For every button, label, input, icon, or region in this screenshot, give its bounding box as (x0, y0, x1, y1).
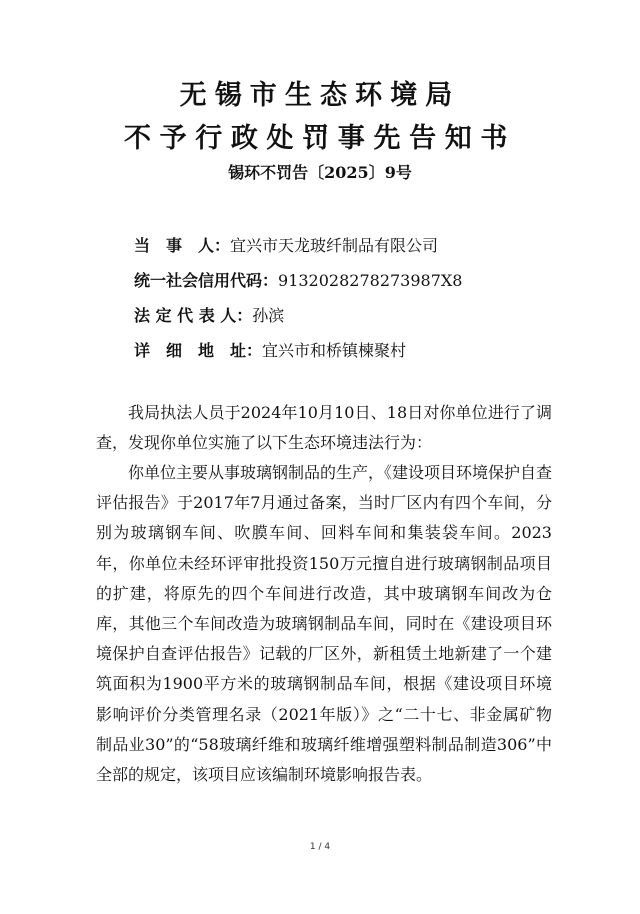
credit-code-label: 统一社会信用代码： (134, 271, 279, 290)
address-label: 详 细 地 址： (134, 341, 263, 360)
address-row (134, 338, 634, 361)
body-paragraph-2: 你单位主要从事玻璃钢制品的生产，《建设项目环境保护自查评估报告》于2017年7月通过备案，当时厂区内有四个车间，分别为玻璃钢车间、吹膜车间、回料车间和集装袋车间。2023年，你单位未经环评审批投资150万元擅自进行玻璃钢制品项目的扩建，将原先的四个车间进行改造，其中玻璃钢车间改为仓库，其他三个车间改造为玻璃钢制品车间，同时在《建设项目环境保护自查评估报告》记载的厂区外，新租赁土地新建了一个建筑面积为1900平方米的玻璃钢制品车间，根据《建设项目环境影响评价分类管理名录（2021年版）》之“二十七、非金属矿物制品业30”的“58玻璃纤维和玻璃纤维增强塑料制品制造306”中全部的规定，该项目应该编制环境影响报告表。 (96, 463, 553, 785)
legal-rep-label: 法 定 代 表 人： (134, 306, 253, 325)
party-name-label: 当 事 人： (134, 236, 231, 255)
agency-title: 无锡市生态环境局 (179, 80, 461, 111)
legal-rep-row (134, 303, 634, 326)
address-value: 宜兴市和桥镇楝聚村 (262, 341, 407, 360)
page-indicator: 1 / 4 (309, 842, 331, 852)
credit-code-value: 9132028278273987X8 (278, 271, 463, 290)
party-name-value: 宜兴市天龙玻纤制品有限公司 (230, 236, 439, 255)
party-name-row (134, 233, 634, 256)
credit-code-row (134, 268, 634, 291)
legal-rep-value: 孙滨 (252, 306, 285, 325)
body-paragraph-1: 我局执法人员于2024年10月10日、18日对你单位进行了调查，发现你单位实施了以下生态环境违法行为： (96, 403, 552, 453)
document-number: 锡环不罚告〔2025〕9号 (228, 163, 412, 182)
document-title: 不予行政处罚事先告知书 (123, 123, 517, 154)
